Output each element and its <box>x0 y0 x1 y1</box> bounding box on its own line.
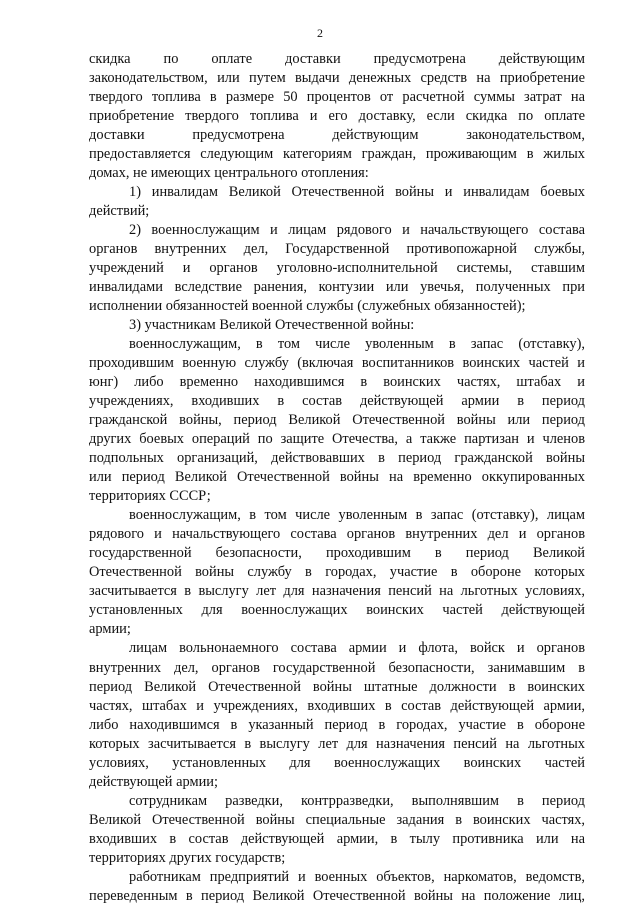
text-line: действующей армии; <box>89 773 218 790</box>
text-line: предоставляется следующим категориям граждан, проживающим в жилых <box>89 146 585 163</box>
text-line: рядового и начальствующего состава органов внутренних дел и органов <box>89 526 585 543</box>
text-line: условиях, установленных для военнослужащих воинских частей <box>89 754 585 771</box>
text-line: лицам вольнонаемного состава армии и флота, войск и органов <box>129 640 585 657</box>
text-line: проходившим военную службу (включая воспитанников воинских частей и <box>89 355 585 372</box>
text-line: приобретение твердого топлива и его доставку, если скидка по оплате <box>89 108 585 125</box>
text-line: территориях СССР; <box>89 488 211 505</box>
text-line: твердого топлива в размере 50 процентов от расчетной суммы затрат на <box>89 89 585 106</box>
page-number: 2 <box>317 26 323 40</box>
text-line: гражданской войны, период Великой Отечественной войны или период <box>89 412 585 429</box>
text-line: доставки предусмотрена действующим законодательством, <box>89 127 585 144</box>
text-line: работникам предприятий и военных объектов, наркоматов, ведомств, <box>129 868 585 885</box>
text-line: которых засчитывается в выслугу лет для назначения пенсий на льготных <box>89 735 585 752</box>
text-line: сотрудникам разведки, контрразведки, выполнявшим в период <box>129 792 585 809</box>
text-line: государственной безопасности, проходившим в период Великой <box>89 545 585 562</box>
text-line: территориях других государств; <box>89 849 286 866</box>
text-line: других боевых операций по защите Отечества, а также партизан и членов <box>89 431 585 448</box>
text-line: законодательством, или путем выдачи денежных средств на приобретение <box>89 70 585 87</box>
text-line: военнослужащим, в том числе уволенным в запас (отставку), лицам <box>129 507 585 524</box>
text-line: скидка по оплате доставки предусмотрена действующим <box>89 51 585 67</box>
text-line: учреждениях, входивших в состав действующей армии в период <box>89 393 585 410</box>
text-line: инвалидами вследствие ранения, контузии или увечья, полученных при <box>89 279 585 296</box>
text-line: подпольных организаций, действовавших в период гражданской войны <box>89 450 585 467</box>
document-body <box>89 50 585 906</box>
text-line: засчитывается в выслугу лет для назначения пенсий на льготных условиях, <box>89 583 585 600</box>
text-line: 2) военнослужащим и лицам рядового и начальствующего состава <box>129 222 585 239</box>
text-line: установленных для военнослужащих воинских частей действующей <box>89 602 585 619</box>
text-line: или период Великой Отечественной войны на временно оккупированных <box>89 469 585 486</box>
text-line: частях, штабах и учреждениях, входивших в состав действующей армии, <box>89 697 585 714</box>
text-line: переведенным в период Великой Отечественной войны на положение лиц, <box>89 887 585 904</box>
text-line: Великой Отечественной войны специальные задания в воинских частях, <box>89 811 585 828</box>
text-line: период Великой Отечественной войны штатные должности в воинских <box>89 678 585 695</box>
text-line: внутренних дел, органов государственной безопасности, занимавшим в <box>89 659 585 676</box>
text-line: армии; <box>89 621 131 638</box>
text-line: 3) участникам Великой Отечественной войны: <box>129 317 415 334</box>
text-line: входивших в состав действующей армии, в тылу противника или на <box>89 830 585 847</box>
text-line: военнослужащим, в том числе уволенным в запас (отставку), <box>129 336 585 353</box>
text-line: Отечественной войны службу в городах, участие в обороне которых <box>89 564 585 581</box>
text-line: действий; <box>89 203 150 220</box>
text-line: 1) инвалидам Великой Отечественной войны и инвалидам боевых <box>129 184 585 201</box>
text-line: органов внутренних дел, Государственной противопожарной службы, <box>89 241 585 258</box>
text-line: учреждений и органов уголовно-исполнительной системы, ставшим <box>89 260 585 277</box>
text-line: домах, не имеющих центрального отопления: <box>89 165 369 182</box>
text-line: исполнении обязанностей военной службы (служебных обязанностей); <box>89 298 526 315</box>
text-line: юнг) либо временно находившимся в воинских частях, штабах и <box>89 374 585 391</box>
text-line: либо находившимся в указанный период в городах, участие в обороне <box>89 716 585 733</box>
